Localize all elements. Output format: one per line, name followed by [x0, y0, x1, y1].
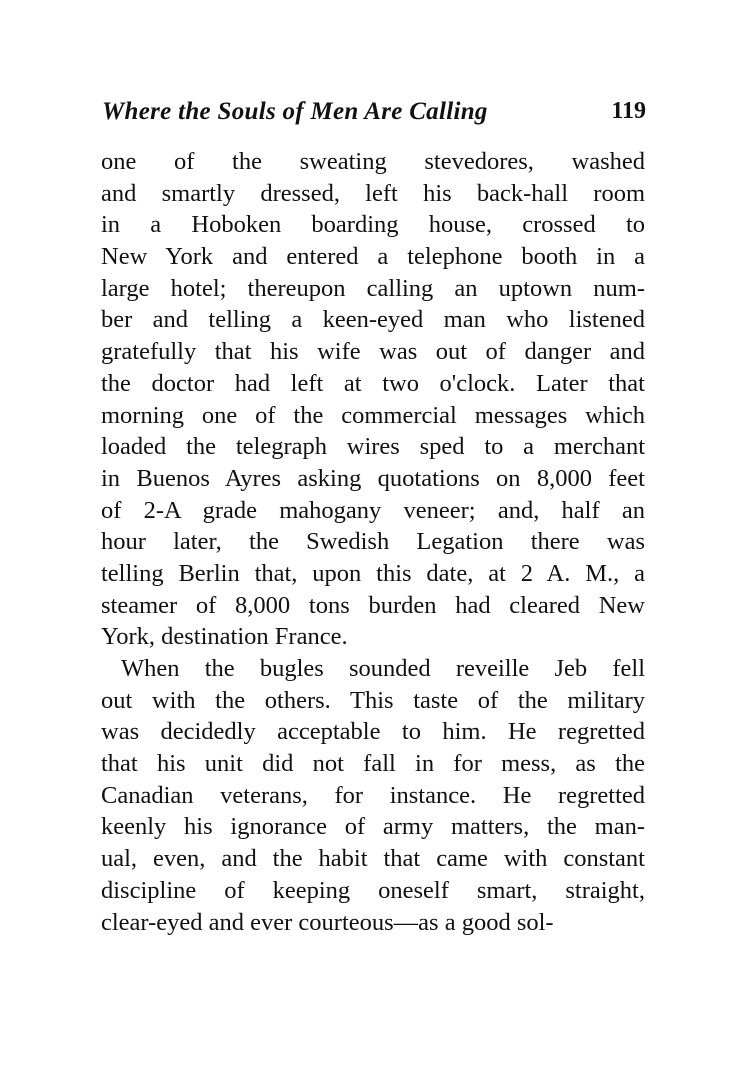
text-line: ber and telling a keen-eyed man who listened: [101, 306, 645, 334]
text-line: was decidedly acceptable to him. He regretted: [101, 718, 645, 746]
text-line: in Buenos Ayres asking quotations on 8,000 feet: [101, 464, 645, 492]
text-line: that his unit did not fall in for mess, as the: [101, 750, 645, 778]
text-line: morning one of the commercial messages which: [101, 401, 645, 429]
text-line: and smartly dressed, left his back-hall room: [101, 179, 645, 207]
text-line: ual, even, and the habit that came with constant: [101, 845, 645, 873]
text-line: gratefully that his wife was out of danger and: [101, 338, 645, 366]
text-line: in a Hoboken boarding house, crossed to: [101, 211, 645, 239]
text-line: hour later, the Swedish Legation there was: [101, 528, 645, 556]
text-line: discipline of keeping oneself smart, straight,: [101, 876, 645, 904]
text-line: large hotel; thereupon calling an uptown num-: [101, 274, 645, 302]
text-line: telling Berlin that, upon this date, at 2 A. M., a: [101, 559, 645, 587]
running-header: [102, 98, 646, 134]
text-line: loaded the telegraph wires sped to a merchant: [101, 433, 645, 461]
text-line: out with the others. This taste of the military: [101, 686, 645, 714]
text-line: keenly his ignorance of army matters, the man-: [101, 813, 645, 841]
page-number: 119: [611, 98, 646, 124]
paragraph-1: [101, 146, 645, 653]
text-line: York, destination France.: [101, 623, 348, 651]
text-line: steamer of 8,000 tons burden had cleared New: [101, 591, 645, 619]
text-line: the doctor had left at two o'clock. Later that: [101, 369, 645, 397]
text-line: Canadian veterans, for instance. He regretted: [101, 781, 645, 809]
running-title: Where the Souls of Men Are Calling: [102, 98, 488, 125]
text-line: one of the sweating stevedores, washed: [101, 148, 645, 175]
paragraph-2: [101, 653, 645, 938]
body-text: [101, 146, 645, 938]
text-line: When the bugles sounded reveille Jeb fell: [121, 655, 645, 682]
text-line: New York and entered a telephone booth in a: [101, 243, 645, 271]
text-line: clear-eyed and ever courteous—as a good sol-: [101, 908, 554, 936]
text-line: of 2-A grade mahogany veneer; and, half an: [101, 496, 645, 524]
